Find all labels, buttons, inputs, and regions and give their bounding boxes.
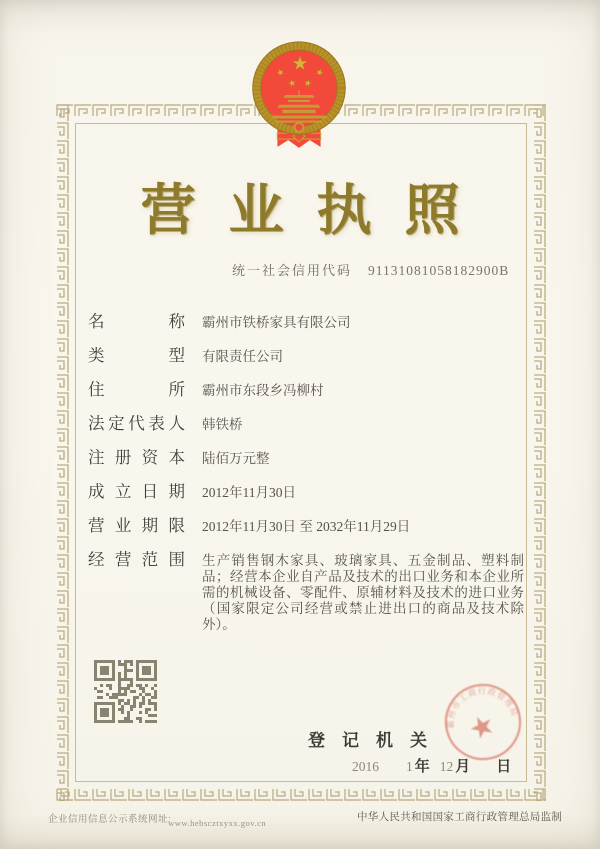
footer-site-url: www.hebscztxyxx.gov.cn <box>168 818 267 828</box>
date-day-unit: 日 <box>496 758 512 775</box>
field-label: 住所 <box>88 381 185 399</box>
credit-code-value: 91131081058182900B <box>368 263 510 278</box>
footer-site-label: 企业信用信息公示系统网址: <box>48 814 172 825</box>
registration-authority-label: 登记机关 <box>308 731 444 750</box>
footer-issuer: 中华人民共和国国家工商行政管理总局监制 <box>357 811 563 823</box>
field-row-term <box>88 516 528 537</box>
field-value: 霸州市东段乡冯柳村 <box>202 383 324 398</box>
credit-code-row <box>232 260 509 279</box>
field-value: 2012年11月30日 <box>202 485 296 500</box>
seal-text: 霸州市工商行政管理局 <box>445 685 521 729</box>
field-value: 韩铁桥 <box>202 417 243 432</box>
issue-date <box>352 755 511 776</box>
seal-star-icon <box>467 712 496 740</box>
field-label: 名称 <box>88 313 185 331</box>
field-label: 注册资本 <box>88 449 185 467</box>
field-value: 霸州市铁桥家具有限公司 <box>202 315 351 330</box>
prc-national-emblem-icon <box>250 38 348 151</box>
field-value: 2012年11月30日 至 2032年11月29日 <box>202 519 411 534</box>
date-year: 2016 <box>352 759 379 774</box>
credit-code-label: 统一社会信用代码 <box>232 263 353 278</box>
field-label: 经营范围 <box>88 551 185 569</box>
field-row-legal-rep <box>88 414 528 435</box>
date-month: 1 <box>406 759 413 774</box>
field-row-established <box>88 482 528 503</box>
license-fields <box>88 312 528 646</box>
field-value: 有限责任公司 <box>202 349 283 364</box>
date-day: 12 <box>439 759 454 774</box>
qr-code-icon <box>94 660 157 723</box>
field-row-type <box>88 346 528 367</box>
field-value: 陆佰万元整 <box>202 451 270 466</box>
field-label: 法定代表人 <box>88 415 185 433</box>
field-row-capital <box>88 448 528 469</box>
field-label: 成立日期 <box>88 483 185 501</box>
field-row-address <box>88 380 528 401</box>
official-red-seal-icon <box>441 680 525 764</box>
date-month-unit: 月 <box>455 758 471 775</box>
field-row-name <box>88 312 528 333</box>
page-title: 营业执照 <box>140 179 493 241</box>
field-value: 生产销售钢木家具、玻璃家具、五金制品、塑料制品；经营本企业自产品及技术的出口业务和本企业所需的机械设备、零配件、原辅材料及技术的进口业务（国家限定公司经营或禁止进出口的商品及技术除外）。 <box>202 553 524 632</box>
footer-site-line <box>48 811 269 828</box>
field-label: 营业期限 <box>88 517 185 535</box>
date-year-unit: 年 <box>414 758 430 775</box>
field-label: 类型 <box>88 347 185 365</box>
field-row-scope <box>88 550 528 633</box>
